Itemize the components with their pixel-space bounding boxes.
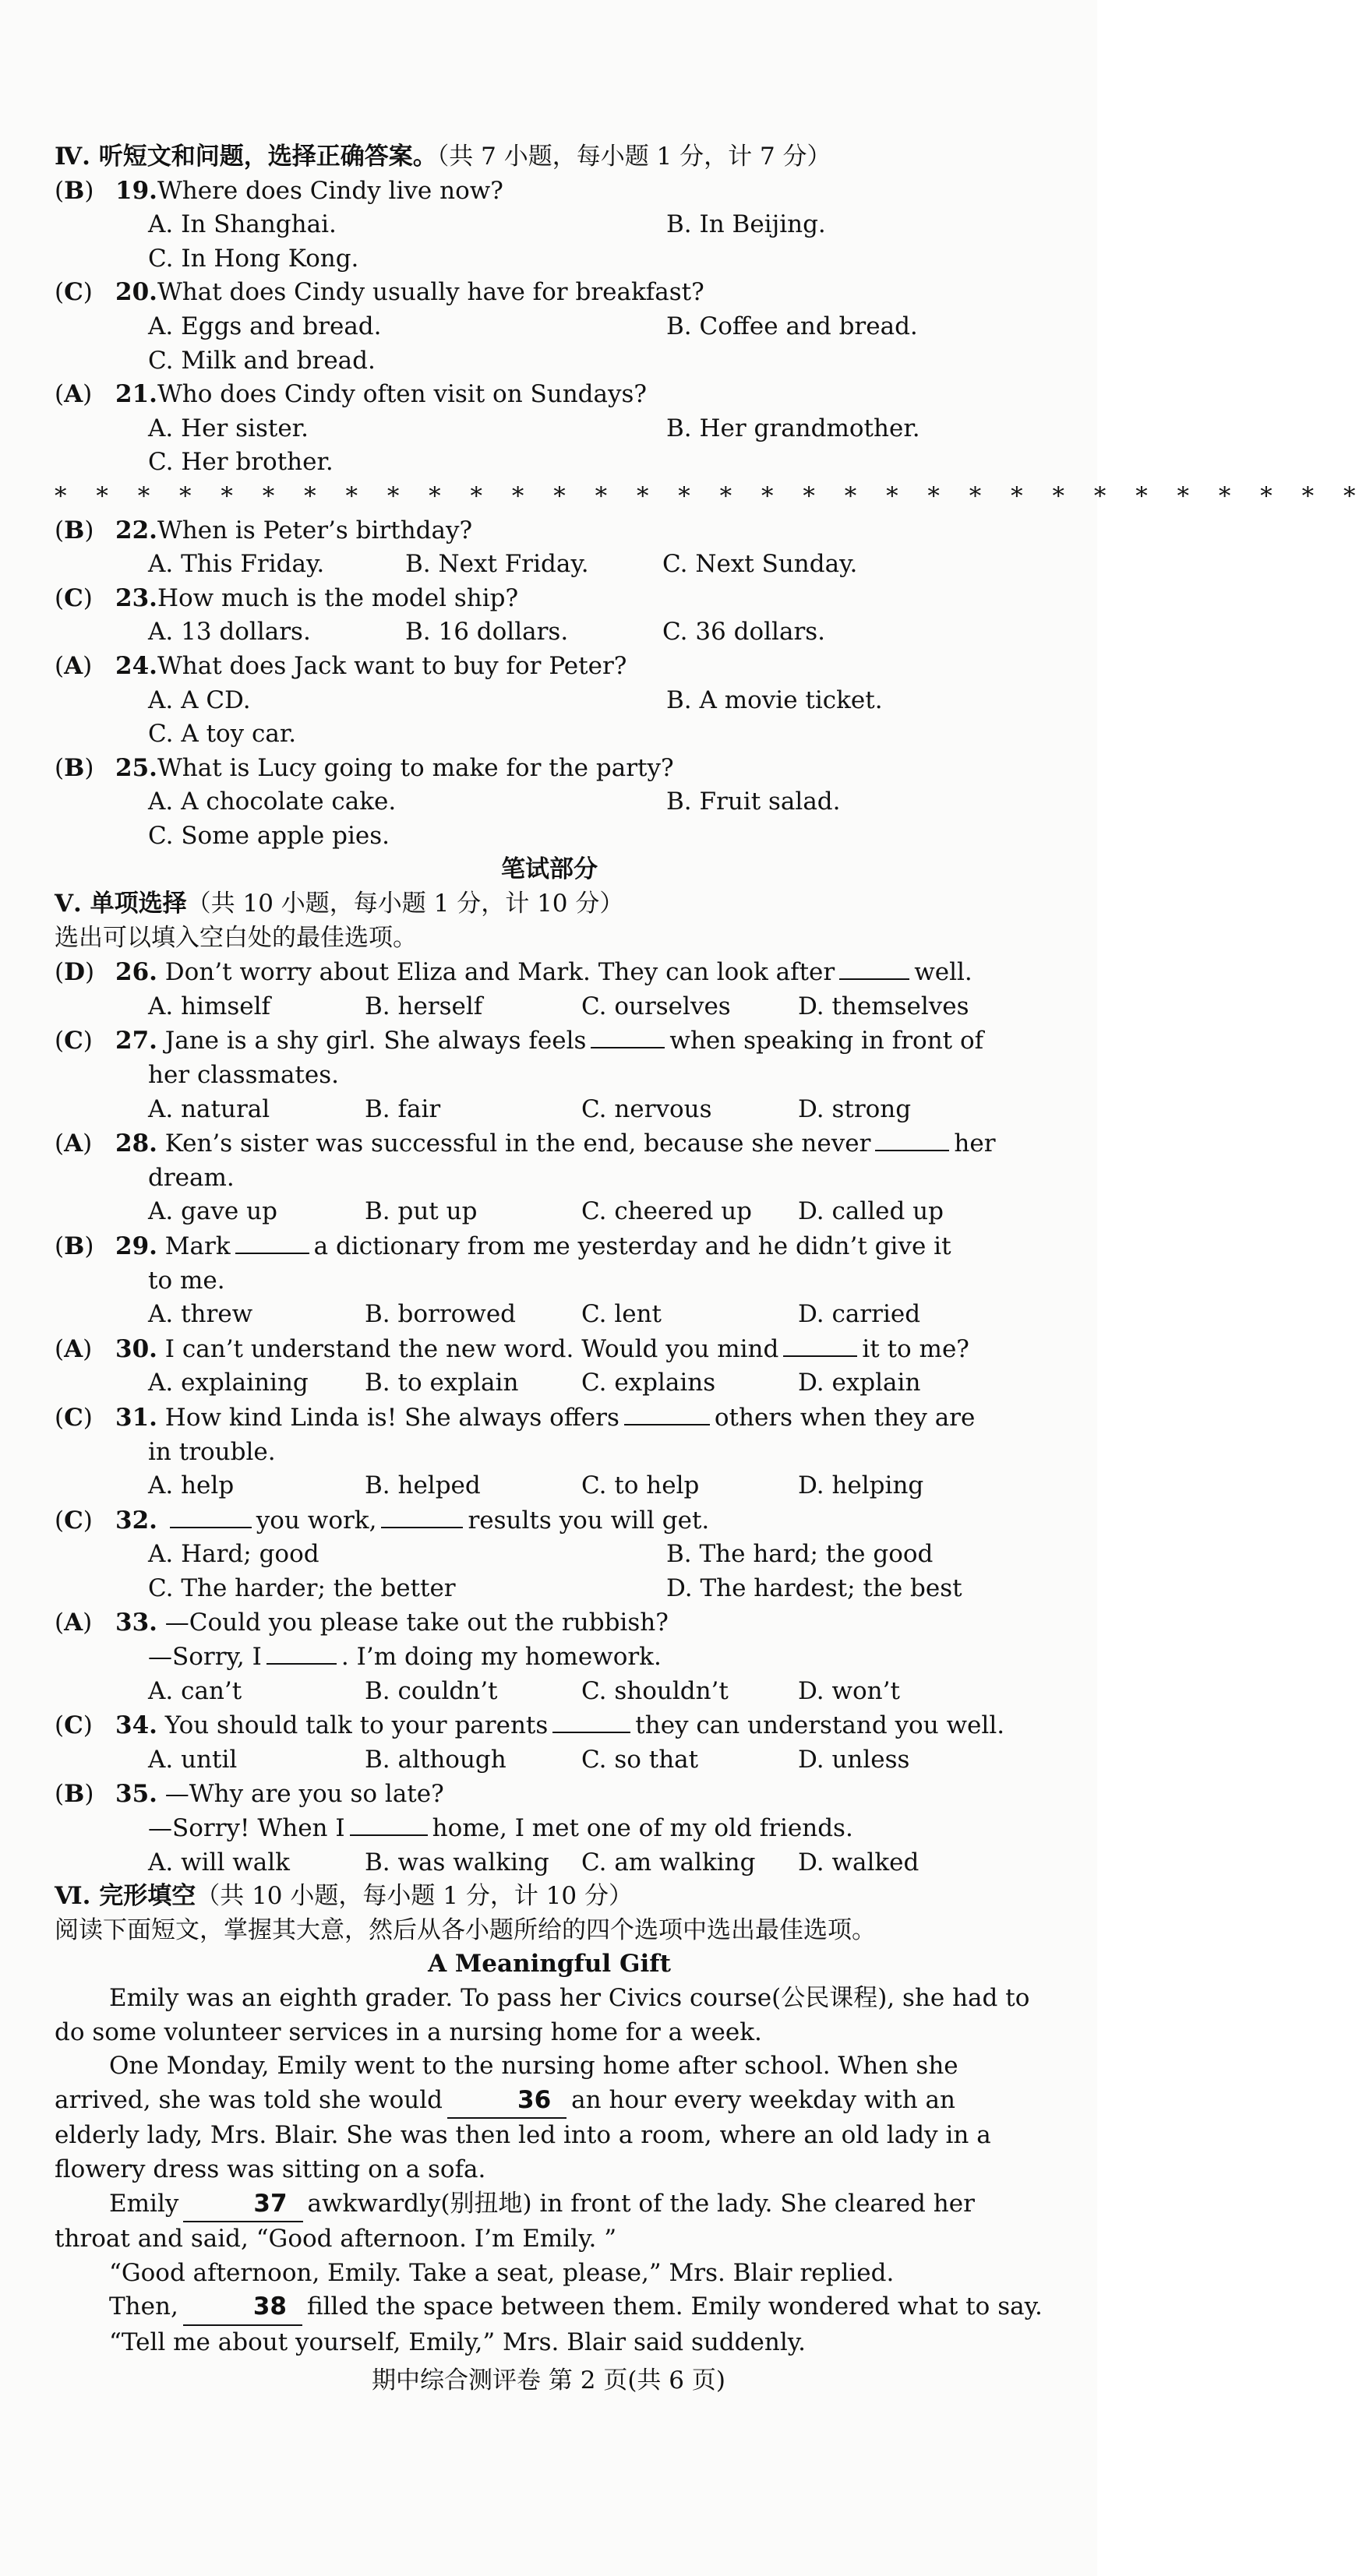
answer-mark: (B) xyxy=(55,516,94,544)
answer-mark: (D) xyxy=(55,958,95,987)
q33-options: A. can’t B. couldn’t C. shouldn’t D. won’t xyxy=(148,1676,900,1705)
question-33: (A) 33. —Could you please take out the rubbish? xyxy=(55,1606,1044,1640)
question-21: (A) 21.Who does Cindy often visit on Sundays? xyxy=(55,378,1044,412)
answer-mark: (A) xyxy=(55,651,93,680)
passage-paragraph-3: Emily 37 awkwardly(别扭地) in front of the lady. She cleared her throat and said, “Good afternoon. I’m Emily. ” xyxy=(55,2187,1044,2257)
answer-mark: (B) xyxy=(55,1779,94,1808)
section-5-instruction: 选出可以填入空白处的最佳选项。 xyxy=(55,923,417,952)
q32-options-row1: A. Hard; good B. The hard; the good xyxy=(148,1540,934,1569)
q35-options: A. will walk B. was walking C. am walking D. walked xyxy=(148,1848,919,1876)
passage-title: A Meaningful Gift xyxy=(428,1950,671,1979)
q29-continuation: to me. xyxy=(148,1266,225,1295)
passage-paragraph-5: Then, 38 filled the space between them. Emily wondered what to say. xyxy=(55,2290,1044,2326)
question-options-row2: C. Some apple pies. xyxy=(148,821,390,850)
answer-mark: (B) xyxy=(55,753,94,782)
answer-blank xyxy=(266,1640,337,1665)
answer-mark: (C) xyxy=(55,1506,93,1535)
question-28: (A) 28. Ken’s sister was successful in the end, because she never her xyxy=(55,1126,1044,1161)
question-20: (C) 20.What does Cindy usually have for breakfast? xyxy=(55,276,1044,310)
answer-mark: (A) xyxy=(55,1129,93,1158)
answer-blank xyxy=(552,1708,630,1733)
section-4-questions xyxy=(55,174,1044,480)
question-options: A. 13 dollars. B. 16 dollars. C. 36 dollars. xyxy=(148,618,826,647)
question-options: A. This Friday. B. Next Friday. C. Next Sunday. xyxy=(148,550,858,579)
answer-blank xyxy=(350,1811,428,1836)
question-30: (A) 30. I can’t understand the new word. Would you mind it to me? xyxy=(55,1332,1044,1367)
question-27: (C) 27. Jane is a shy girl. She always feels when speaking in front of xyxy=(55,1024,1044,1059)
question-23: (C) 23.How much is the model ship? xyxy=(55,582,1044,616)
cloze-blank-36: 36 xyxy=(447,2084,567,2120)
answer-mark: (A) xyxy=(55,1608,93,1637)
section-4-questions-part2 xyxy=(55,514,1044,854)
passage-paragraph-4: “Good afternoon, Emily. Take a seat, please,” Mrs. Blair replied. xyxy=(109,2258,895,2287)
answer-mark: (A) xyxy=(55,380,93,409)
written-part-title: 笔试部分 xyxy=(501,855,598,884)
question-options-row2: C. Milk and bread. xyxy=(148,346,376,375)
q34-options: A. until B. although C. so that D. unless xyxy=(148,1745,910,1774)
answer-mark: (B) xyxy=(55,1232,94,1260)
q32-options-row2: C. The harder; the better D. The hardest; the best xyxy=(148,1573,962,1602)
q27-continuation: her classmates. xyxy=(148,1061,340,1090)
question-24: (A) 24.What does Jack want to buy for Peter? xyxy=(55,650,1044,684)
question-34: (C) 34. You should talk to your parents they can understand you well. xyxy=(55,1708,1044,1743)
question-options-row1: A. In Shanghai. B. In Beijing. xyxy=(148,210,826,239)
question-32: (C) 32. you work, results you will get. xyxy=(55,1503,1044,1538)
section-6-heading: Ⅵ. 完形填空（共 10 小题，每小题 1 分，计 10 分） xyxy=(55,1882,633,1911)
section-6-instruction: 阅读下面短文，掌握其大意，然后从各小题所给的四个选项中选出最佳选项。 xyxy=(55,1915,876,1944)
separator-stars: * * * * * * * * * * * * * * * * * * * * * * * * * * * * * * * * xyxy=(55,481,1366,510)
passage-paragraph-2: One Monday, Emily went to the nursing home after school. When she arrived, she was told she would 36 an hour every weekday with an elderly lady, Mrs. Blair. She was then led into a room, where an old lady in a flowery dress was sitting on a sofa. xyxy=(55,2052,991,2184)
answer-blank xyxy=(875,1126,949,1151)
question-options-row1: A. Her sister. B. Her grandmother. xyxy=(148,414,920,442)
q35-reply: —Sorry! When I home, I met one of my old friends. xyxy=(55,1811,1044,1846)
question-29: (B) 29. Mark a dictionary from me yesterday and he didn’t give it xyxy=(55,1229,1044,1264)
q26-options: A. himself B. herself C. ourselves D. themselves xyxy=(148,992,969,1020)
section-5-heading: Ⅴ. 单项选择（共 10 小题，每小题 1 分，计 10 分） xyxy=(55,890,624,918)
answer-blank xyxy=(235,1229,309,1254)
q28-continuation: dream. xyxy=(148,1163,235,1192)
answer-mark: (C) xyxy=(55,278,93,307)
answer-blank xyxy=(170,1503,252,1528)
question-options-row1: A. A CD. B. A movie ticket. xyxy=(148,685,883,714)
answer-mark: (B) xyxy=(55,176,94,205)
q31-options: A. help B. helped C. to help D. helping xyxy=(148,1471,924,1500)
answer-mark: (C) xyxy=(55,1027,93,1055)
answer-blank xyxy=(624,1401,710,1425)
cloze-blank-38: 38 xyxy=(183,2290,302,2326)
question-options-row1: A. Eggs and bread. B. Coffee and bread. xyxy=(148,312,918,340)
question-22: (B) 22.When is Peter’s birthday? xyxy=(55,514,1044,548)
q31-continuation: in trouble. xyxy=(148,1437,276,1466)
passage-paragraph-1: Emily was an eighth grader. To pass her Civics course(公民课程), she had to do some volunteer services in a nursing home for a week. xyxy=(55,1984,1030,2046)
q27-options: A. natural B. fair C. nervous D. strong xyxy=(148,1094,912,1123)
question-options-row2: C. In Hong Kong. xyxy=(148,244,359,273)
section-4-heading: Ⅳ. 听短文和问题，选择正确答案。（共 7 小题，每小题 1 分，计 7 分） xyxy=(55,143,831,171)
cloze-blank-37: 37 xyxy=(183,2187,302,2223)
answer-mark: (C) xyxy=(55,1403,93,1432)
question-31: (C) 31. How kind Linda is! She always offers others when they are xyxy=(55,1401,1044,1436)
question-35: (B) 35. —Why are you so late? xyxy=(55,1778,1044,1812)
question-options-row1: A. A chocolate cake. B. Fruit salad. xyxy=(148,788,841,816)
exam-page xyxy=(55,140,1366,2360)
question-options-row2: C. Her brother. xyxy=(148,448,334,477)
q30-options: A. explaining B. to explain C. explains D. explain xyxy=(148,1369,921,1397)
answer-blank xyxy=(783,1332,857,1357)
page-footer: 期中综合测评卷 第 2 页(共 6 页) xyxy=(372,2366,725,2395)
answer-blank xyxy=(839,955,909,980)
q28-options: A. gave up B. put up C. cheered up D. called up xyxy=(148,1197,944,1226)
answer-blank xyxy=(381,1503,463,1528)
answer-mark: (C) xyxy=(55,583,93,612)
question-19: (B) 19.Where does Cindy live now? xyxy=(55,174,1044,209)
question-options-row2: C. A toy car. xyxy=(148,720,297,749)
answer-blank xyxy=(591,1024,665,1048)
answer-mark: (A) xyxy=(55,1334,93,1363)
answer-mark: (C) xyxy=(55,1711,93,1740)
question-25: (B) 25.What is Lucy going to make for the party? xyxy=(55,752,1044,786)
passage-paragraph-6: “Tell me about yourself, Emily,” Mrs. Blair said suddenly. xyxy=(109,2328,807,2356)
q33-reply: —Sorry, I . I’m doing my homework. xyxy=(55,1640,1044,1675)
q29-options: A. threw B. borrowed C. lent D. carried xyxy=(148,1300,921,1329)
question-26: (D) 26. Don’t worry about Eliza and Mark. They can look after well. xyxy=(55,955,1044,990)
